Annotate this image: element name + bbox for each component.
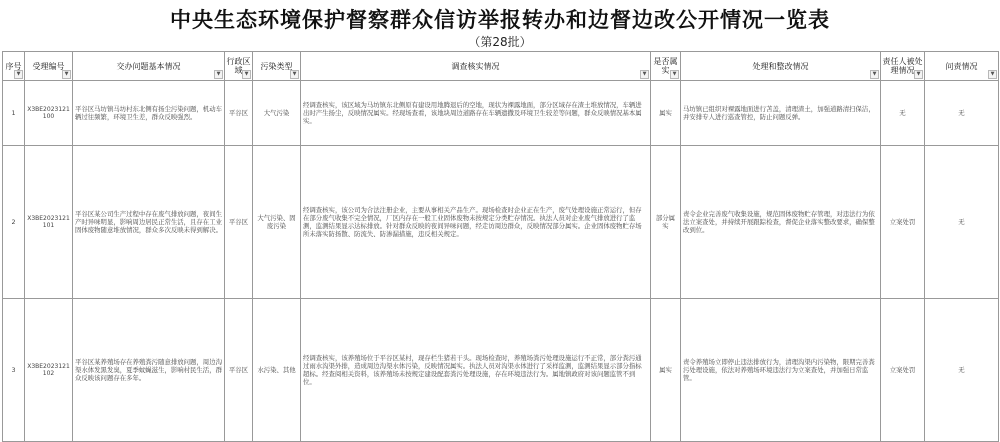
header-handling[interactable]: 处理和整改情况 ▼ [681,52,881,81]
row-region: 平谷区 [225,146,253,299]
filter-dropdown-icon[interactable]: ▼ [670,70,679,79]
row-verdict: 部分属实 [651,146,681,299]
filter-dropdown-icon[interactable]: ▼ [640,70,649,79]
row-id: X3BE2023121101 [25,146,73,299]
header-investigation[interactable]: 调查核实情况 ▼ [301,52,651,81]
filter-dropdown-icon[interactable]: ▼ [14,70,23,79]
complaint-table [2,51,999,442]
table-row [3,146,999,299]
filter-dropdown-icon[interactable]: ▼ [914,70,923,79]
filter-dropdown-icon[interactable]: ▼ [870,70,879,79]
row-number: 2 [3,146,25,299]
row-number: 1 [3,81,25,146]
row-verdict: 属实 [651,299,681,442]
row-id: X3BE2023121102 [25,299,73,442]
row-handling: 责令企业完善废气收集设施，规范固体废物贮存管理，对违法行为依法立案查处，并持续开展跟踪检查，督促企业落实整改要求，确保整改到位。 [681,146,881,299]
filter-dropdown-icon[interactable]: ▼ [214,70,223,79]
row-penalty: 无 [881,81,925,146]
row-accountability: 无 [925,299,999,442]
row-type: 大气污染 [253,81,301,146]
header-no[interactable]: 序号 ▼ [3,52,25,81]
header-id[interactable]: 受理编号 ▼ [25,52,73,81]
header-verdict[interactable]: 是否属实 ▼ [651,52,681,81]
row-investigation: 经调查核实，该养殖场位于平谷区某村，现存栏生猪若干头。现场检查时，养殖场粪污处理设施运行不正常，部分粪污通过雨水沟渠外排，造成周边沟渠水体污染，反映情况属实。执法人员对沟渠水体进行了采样监测，监测结果显示部分指标超标。经查阅相关资料，该养殖场未按规定建设配套粪污处理设施，存在环境违法行为。属地镇政府对该问题监管不到位。 [301,299,651,442]
row-penalty: 立案处罚 [881,299,925,442]
row-investigation: 经调查核实，该公司为合法注册企业，主要从事相关产品生产。现场检查时企业正在生产，废气处理设施正常运行，但存在部分废气收集不完全情况，厂区内存在一般工业固体废物未按规定分类贮存情况。执法人员对企业废气排放进行了监测，监测结果显示达标排放。针对群众反映的夜间异味问题，经走访周边群众，反映情况部分属实。企业固体废物贮存场所未落实防扬散、防流失、防渗漏措施，违反相关规定。 [301,146,651,299]
row-handling: 责令养殖场立即停止违法排放行为，清理沟渠内污染物，限期完善粪污处理设施，依法对养殖场环境违法行为立案查处，并加强日常监管。 [681,299,881,442]
table-header-row [3,52,999,81]
header-penalty[interactable]: 责任人被处理情况 ▼ [881,52,925,81]
filter-dropdown-icon[interactable]: ▼ [62,70,71,79]
row-investigation: 经调查核实，该区域为马坊镇东北侧原有建设用地腾退后的空地，现状为裸露地面，部分区域存在渣土堆放情况，车辆进出时产生扬尘，反映情况属实。经现场查看，该地块周边道路存在车辆遗撒及环境卫生较差等问题，群众反映情况基本属实。 [301,81,651,146]
row-issue: 平谷区某公司生产过程中存在废气排放问题，夜间生产时异味明显，影响周边居民正常生活，且存在工业固体废物随意堆放情况，群众多次反映未得到解决。 [73,146,225,299]
row-issue: 平谷区某养殖场存在养殖粪污随意排放问题，周边沟渠水体发黑发臭，夏季蚊蝇滋生，影响村民生活，群众反映该问题存在多年。 [73,299,225,442]
header-accountability[interactable]: 问责情况 ▼ [925,52,999,81]
document-title: 中央生态环境保护督察群众信访举报转办和边督边改公开情况一览表 [170,7,830,32]
row-accountability: 无 [925,81,999,146]
header-type[interactable]: 污染类型 ▼ [253,52,301,81]
row-region: 平谷区 [225,81,253,146]
row-penalty: 立案处罚 [881,146,925,299]
header-region[interactable]: 行政区域 ▼ [225,52,253,81]
row-type: 水污染、其他 [253,299,301,442]
row-id: X3BE2023121100 [25,81,73,146]
row-region: 平谷区 [225,299,253,442]
row-accountability: 无 [925,146,999,299]
filter-dropdown-icon[interactable]: ▼ [988,70,997,79]
batch-label: （第28批） [468,35,532,49]
row-issue: 平谷区马坊镇马坊村东北侧有扬尘污染问题，机动车辆过往频繁，环境卫生差，群众反映强烈。 [73,81,225,146]
table-row [3,299,999,442]
filter-dropdown-icon[interactable]: ▼ [290,70,299,79]
row-type: 大气污染、固废污染 [253,146,301,299]
header-issue[interactable]: 交办问题基本情况 ▼ [73,52,225,81]
row-number: 3 [3,299,25,442]
row-handling: 马坊镇已组织对裸露地面进行苫盖，清理渣土，加强道路清扫保洁，并安排专人进行巡查管控，防止问题反弹。 [681,81,881,146]
row-verdict: 属实 [651,81,681,146]
table-row [3,81,999,146]
filter-dropdown-icon[interactable]: ▼ [242,70,251,79]
